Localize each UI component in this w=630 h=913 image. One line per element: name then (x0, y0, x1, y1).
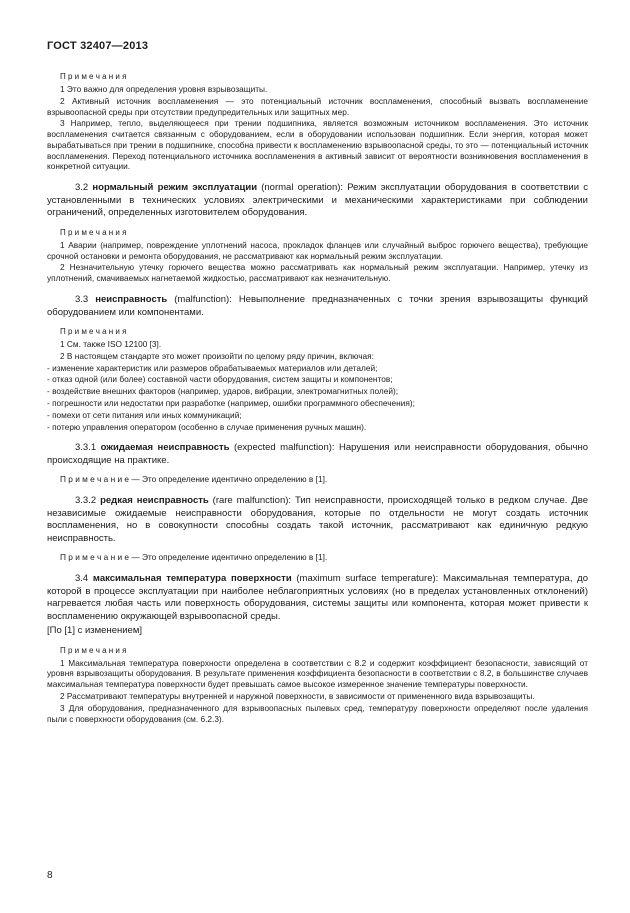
term-name: ожидаемая неисправность (100, 442, 230, 454)
term-name: нормальный режим эксплуатации (92, 182, 258, 194)
note-paragraph: 2 Незначительную утечку горючего вещества можно рассматривать как нормальный режим эксплуатации. Например, утечку из уплотнений, смачиваемых нагнетаемой жидкостью, рассматривают как незначительную. (47, 262, 588, 284)
notes-heading: П р и м е ч а н и я (60, 72, 127, 81)
note-list-item: - отказ одной (или более) составной части оборудования, систем защиты и компонентов; (47, 374, 393, 385)
body-paragraph: [По [1] с изменением] (47, 625, 142, 637)
note-paragraph: 2 В настоящем стандарте это может произойти по целому ряду причин, включая: (60, 350, 374, 361)
term-text: (malfunction): Невыполнение предназначенных с точки зрения взрывозащиты функций оборудованием или компонентами. (47, 293, 588, 318)
term-name: редкая неисправность (100, 495, 209, 507)
document-content (47, 72, 588, 724)
term-name: неисправность (95, 293, 168, 305)
term-text: 3.3.2 (75, 495, 101, 507)
term-definition (47, 182, 588, 220)
note-paragraph: 1 Это важно для определения уровня взрывозащиты. (60, 84, 268, 94)
term-text: 3.4 (75, 573, 93, 585)
term-definition (47, 573, 588, 623)
notes-heading: П р и м е ч а н и я (60, 227, 127, 237)
note-paragraph: 2 Рассматривают температуры внутренней и наружной поверхности, в зависимости от примененного вида взрывозащиты. (60, 691, 535, 702)
term-text: 3.2 (75, 182, 93, 194)
note-list-item: - помехи от сети питания или иных коммуникаций; (47, 409, 242, 420)
note-paragraph: 3 Для оборудования, предназначенного для взрывоопасных пылевых сред, температуру поверхности определяют после удаления пыли с поверхности оборудования (см. 6.2.3). (47, 702, 588, 724)
note-paragraph: 2 Активный источник воспламенения — это потенциальный источник воспламенения, способный вызвать воспламенение взрывоопасной среды при отсутствии предупредительных или защитных мер. (47, 95, 588, 117)
note-paragraph: 1 Аварии (например, повреждение уплотнений насоса, прокладок фланцев или случайный выброс горючего вещества), требующие срочной остановки и ремонта оборудования, не рассматривают как нормальный режим эксплуатации. (47, 239, 588, 261)
term-definition (47, 442, 588, 467)
note-list-item: - погрешности или недостатки при разработке (например, ошибки программного обеспечения); (47, 397, 415, 408)
term-definition (47, 495, 588, 545)
term-text: (rare malfunction): Тип неисправности, происходящей только в редком случае. Две независимые ожидаемые неисправности оборудования, которые по отдельности не могут создать источник воспламенения, но в совокупности способны создать такой источник, рассматривают как единичную редкую неисправность. (47, 495, 588, 544)
note-paragraph: П р и м е ч а н и е — Это определение идентично определению в [1]. (60, 552, 328, 563)
term-text: 3.3.1 (75, 442, 101, 454)
note-list-item: - изменение характеристик или размеров обрабатываемых материалов или деталей; (47, 362, 378, 373)
note-paragraph: 3 Например, тепло, выделяющееся при трении подшипника, является возможным источником воспламенения. Это источник воспламенения считается связанным с оборудованием, если в оборудовании использован подшипник. Если энергия, которая может вырабатываться при трении в подшипнике, способна привести к воспламенению взрывоопасной среды, то это — потенциальный источник воспламенения. Переход потенциального источника воспламенения в активный зависит от вероятности возникновения воспламенения в конкретной ситуации. (47, 118, 588, 172)
notes-heading: П р и м е ч а н и я (60, 327, 127, 337)
note-paragraph: 1 Максимальная температура поверхности определена в соответствии с 8.2 и содержит коэффициент безопасности, зависящий от уровня взрывозащиты оборудования. В результате применения коэффициента безопасности в соответствии с 8.2, в большинстве случаев максимальная температура поверхности будет превышать самое высокое измеренное значение температуры поверхности. (47, 657, 588, 690)
note-paragraph: 1 См. также ISO 12100 [3]. (60, 339, 162, 350)
term-definition (47, 294, 588, 319)
term-text: (expected malfunction): Нарушения или неисправности оборудования, обычно происходящие на практике. (47, 442, 588, 466)
term-text: (maximum surface temperature): Максимальная температура, до которой в процессе эксплуатации при наиболее неблагоприятных условиях (но в пределах установленных отклонений) нагревается любая часть или поверхность оборудования, системы защиты или компонента, которая может привести к воспламенению окружающей взрывоопасной среды. (47, 573, 588, 622)
page-number: 8 (47, 870, 53, 881)
notes-heading: П р и м е ч а н и я (60, 645, 127, 655)
note-paragraph: П р и м е ч а н и е — Это определение идентично определению в [1]. (60, 474, 328, 485)
term-text: 3.3 (75, 293, 96, 305)
note-list-item: - потерю управления оператором (особенно в случае применения ручных машин). (47, 421, 367, 432)
term-text: (normal operation): Режим эксплуатации оборудования в соответствии с установленными в технических условиях электрическими и механическими характеристиками при соблюдении ограничений, определенных изготовителем оборудования. (47, 182, 588, 219)
document-title: ГОСТ 32407—2013 (47, 40, 149, 52)
note-list-item: - воздействие внешних факторов (например, ударов, вибрации, электромагнитных полей); (47, 386, 399, 397)
term-name: максимальная температура поверхности (92, 573, 292, 585)
